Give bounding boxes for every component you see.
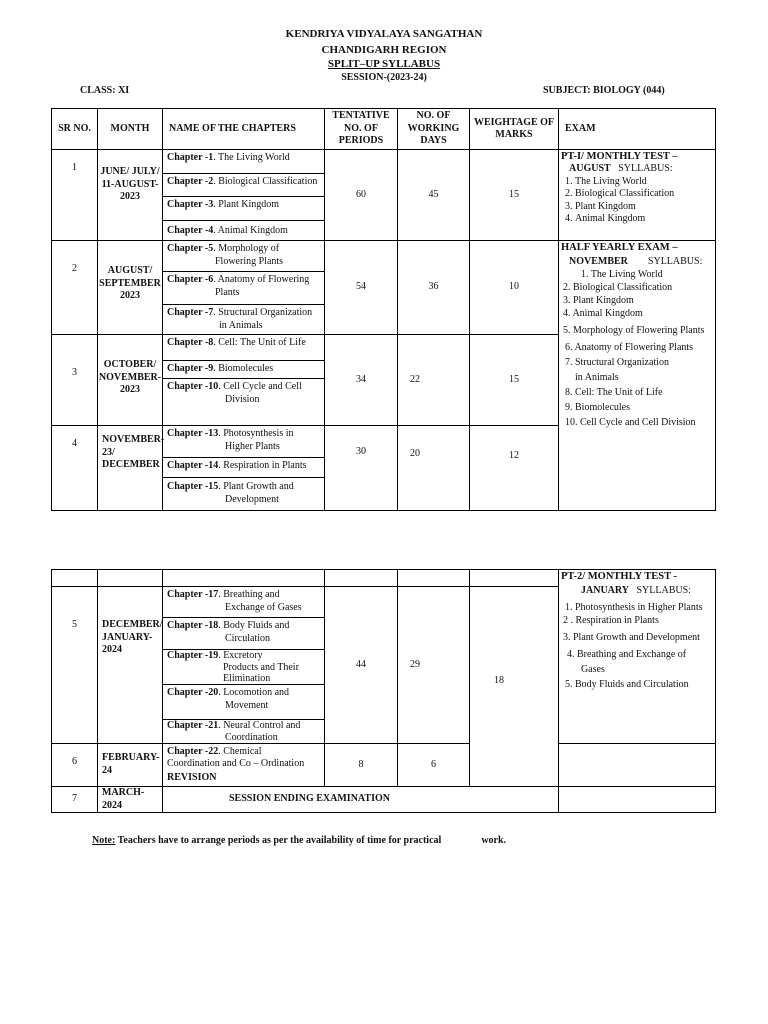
table-row (52, 241, 716, 335)
chapter-name: . Chemical (218, 746, 262, 757)
col-days: NO. OF WORKING DAYS (398, 109, 470, 150)
chapter-item: Chapter -4. Animal Kingdom (167, 225, 288, 236)
sr-no: 7 (52, 787, 98, 813)
empty-cell (98, 570, 163, 587)
chapter-cell (163, 744, 325, 787)
note-label: Note: (92, 835, 116, 846)
note-text: Teachers have to arrange periods as per the availability of time for practical (115, 835, 442, 846)
chapter-number: Chapter -22 (167, 746, 219, 757)
list-item: 2. Biological Classification (563, 281, 673, 293)
weightage: 10 (470, 241, 559, 335)
table-row (52, 787, 716, 813)
chapter-item: Chapter -6. Anatomy of Flowering Plants (163, 272, 324, 305)
list-item: 4. Animal Kingdom (563, 307, 643, 319)
subject-label: SUBJECT: BIOLOGY (044) (543, 85, 665, 96)
col-chapters: NAME OF THE CHAPTERS (163, 109, 325, 150)
chapter-item: Chapter -8. Cell: The Unit of Life (163, 335, 324, 361)
empty-cell (559, 787, 716, 813)
region-title: CHANDIGARH REGION (321, 44, 447, 56)
periods: 8 (325, 744, 398, 787)
chapter-item: Chapter -17. Breathing and Exchange of Gases (163, 587, 324, 618)
chapter-item: Chapter -20. Locomotion and Movement (163, 685, 324, 720)
list-item: 2 . Respiration in Plants (563, 614, 659, 626)
chapter-item: Chapter -9. Biomolecules (163, 361, 324, 379)
doc-title: SPLIT–UP SYLLABUS (327, 58, 441, 70)
sr-no: 6 (52, 744, 98, 787)
list-item: 6. Anatomy of Flowering Plants (565, 341, 694, 353)
exam-syllabus-list (561, 176, 715, 226)
list-item: Gases (581, 663, 605, 675)
list-item: 8. Cell: The Unit of Life (565, 386, 663, 398)
weightage: 15 (470, 150, 559, 241)
sr-no: 2 (52, 241, 98, 335)
weightage: 15 (470, 335, 559, 426)
weightage: 18 (470, 587, 559, 787)
table-row (52, 150, 716, 241)
month: JUNE/ JULY/ 11-AUGUST-2023 (98, 150, 163, 241)
exam-month: AUGUST (569, 163, 611, 175)
chapter-item: Chapter -1. The Living World (163, 150, 324, 174)
periods: 60 (325, 150, 398, 241)
chapter-item: Chapter -15. Plant Growth and Development (167, 481, 294, 505)
table-row (52, 570, 716, 587)
chapter-cell (163, 150, 325, 241)
month: AUGUST/ SEPTEMBER 2023 (98, 241, 163, 335)
syllabus-table-2 (51, 569, 716, 813)
chapter-item: Chapter -19. Excretory Products and Their Elimination (163, 650, 324, 685)
chapter-item: Chapter -2. Biological Classification (163, 174, 324, 197)
working-days: 45 (398, 150, 470, 241)
working-days: 22 (398, 335, 470, 426)
exam-pt2 (559, 570, 716, 744)
chapter-item: Chapter -13. Photosynthesis in Higher Plants (163, 426, 324, 458)
session-ending-exam: SESSION ENDING EXAMINATION (163, 787, 559, 813)
exam-syllabus-label: SYLLABUS: (636, 584, 691, 596)
chapter-item: Chapter -5. Morphology of Flowering Plants (163, 241, 324, 272)
chapter-cell (163, 426, 325, 511)
session-label: SESSION-(2023-24) (341, 72, 427, 83)
col-periods: TENTATIVE NO. OF PERIODS (325, 109, 398, 150)
list-item: in Animals (575, 371, 619, 383)
periods: 44 (325, 587, 398, 744)
table-header-row (52, 109, 716, 150)
footer-note (92, 835, 506, 846)
empty-cell (470, 570, 559, 587)
list-item: 4. Breathing and Exchange of (567, 648, 687, 660)
syllabus-table-1 (51, 108, 716, 511)
working-days: 36 (398, 241, 470, 335)
list-item: 3. Plant Kingdom (563, 294, 634, 306)
class-label: CLASS: XI (80, 85, 130, 96)
exam-syllabus-label: SYLLABUS: (647, 255, 703, 267)
working-days: 20 (398, 426, 470, 511)
chapter-item: Chapter -14. Respiration in Plants (163, 458, 324, 478)
list-item: 1. Photosynthesis in Higher Plants (565, 601, 703, 613)
note-tail: work. (481, 835, 507, 846)
exam-syllabus-label: SYLLABUS: (618, 163, 673, 175)
empty-cell (398, 570, 470, 587)
exam-month: JANUARY (581, 584, 629, 596)
list-item: 3. Plant Kingdom (575, 201, 715, 214)
periods: 54 (325, 241, 398, 335)
chapter-cell (163, 241, 325, 335)
month: FEBRUARY-24 (98, 744, 163, 787)
empty-cell (163, 570, 325, 587)
list-item: 5. Body Fluids and Circulation (565, 678, 689, 690)
col-month: MONTH (98, 109, 163, 150)
weightage: 12 (470, 426, 559, 511)
empty-cell (325, 570, 398, 587)
exam-title: HALF YEARLY EXAM – (561, 242, 678, 253)
list-item: 9. Biomolecules (565, 401, 630, 413)
sr-no: 1 (52, 150, 98, 241)
exam-month: NOVEMBER (569, 255, 628, 267)
month: DECEMBER/ JANUARY-2024 (98, 587, 163, 744)
list-item: 5. Morphology of Flowering Plants (563, 324, 705, 336)
chapter-item: Chapter -7. Structural Organization in Animals (167, 307, 313, 331)
exam-pt1 (559, 150, 716, 241)
month: NOVEMBER-23/ DECEMBER (98, 426, 163, 511)
chapter-cell (163, 335, 325, 426)
list-item: 7. Structural Organization (565, 356, 669, 368)
list-item: 10. Cell Cycle and Cell Division (565, 416, 696, 428)
list-item: 1. The Living World (575, 176, 715, 189)
chapter-cell (163, 587, 325, 744)
month: MARCH-2024 (98, 787, 163, 813)
col-weightage: WEIGHTAGE OF MARKS (470, 109, 559, 150)
exam-title: PT-2/ MONTHLY TEST - (561, 571, 678, 582)
periods: 34 (325, 335, 398, 426)
exam-half-yearly (559, 241, 716, 511)
periods: 30 (325, 426, 398, 511)
table-row (52, 744, 716, 787)
list-item: 1. The Living World (581, 268, 663, 280)
empty-cell (559, 744, 716, 787)
org-title: KENDRIYA VIDYALAYA SANGATHAN (285, 28, 483, 40)
exam-title: PT-I/ MONTHLY TEST – (561, 151, 678, 162)
list-item: 3. Plant Growth and Development (563, 631, 700, 643)
working-days: 29 (398, 587, 470, 744)
chapter-item: Chapter -10. Cell Cycle and Cell Division (167, 381, 302, 405)
list-item: 4. Animal Kingdom (575, 213, 715, 226)
working-days: 6 (398, 744, 470, 787)
empty-cell (52, 570, 98, 587)
sr-no: 3 (52, 335, 98, 426)
month: OCTOBER/ NOVEMBER-2023 (98, 335, 163, 426)
col-exam: EXAM (559, 109, 716, 150)
chapter-item: Chapter -21. Neural Control and Coordination (167, 720, 301, 743)
sr-no: 4 (52, 426, 98, 511)
chapter-cont: Coordination and Co – Ordination (167, 758, 305, 769)
list-item: 2. Biological Classification (575, 188, 715, 201)
col-sr: SR NO. (52, 109, 98, 150)
chapter-item: Chapter -3. Plant Kingdom (163, 197, 324, 221)
sr-no: 5 (52, 587, 98, 744)
chapter-item: Chapter -18. Body Fluids and Circulation (163, 618, 324, 650)
revision-label: REVISION (167, 772, 217, 783)
